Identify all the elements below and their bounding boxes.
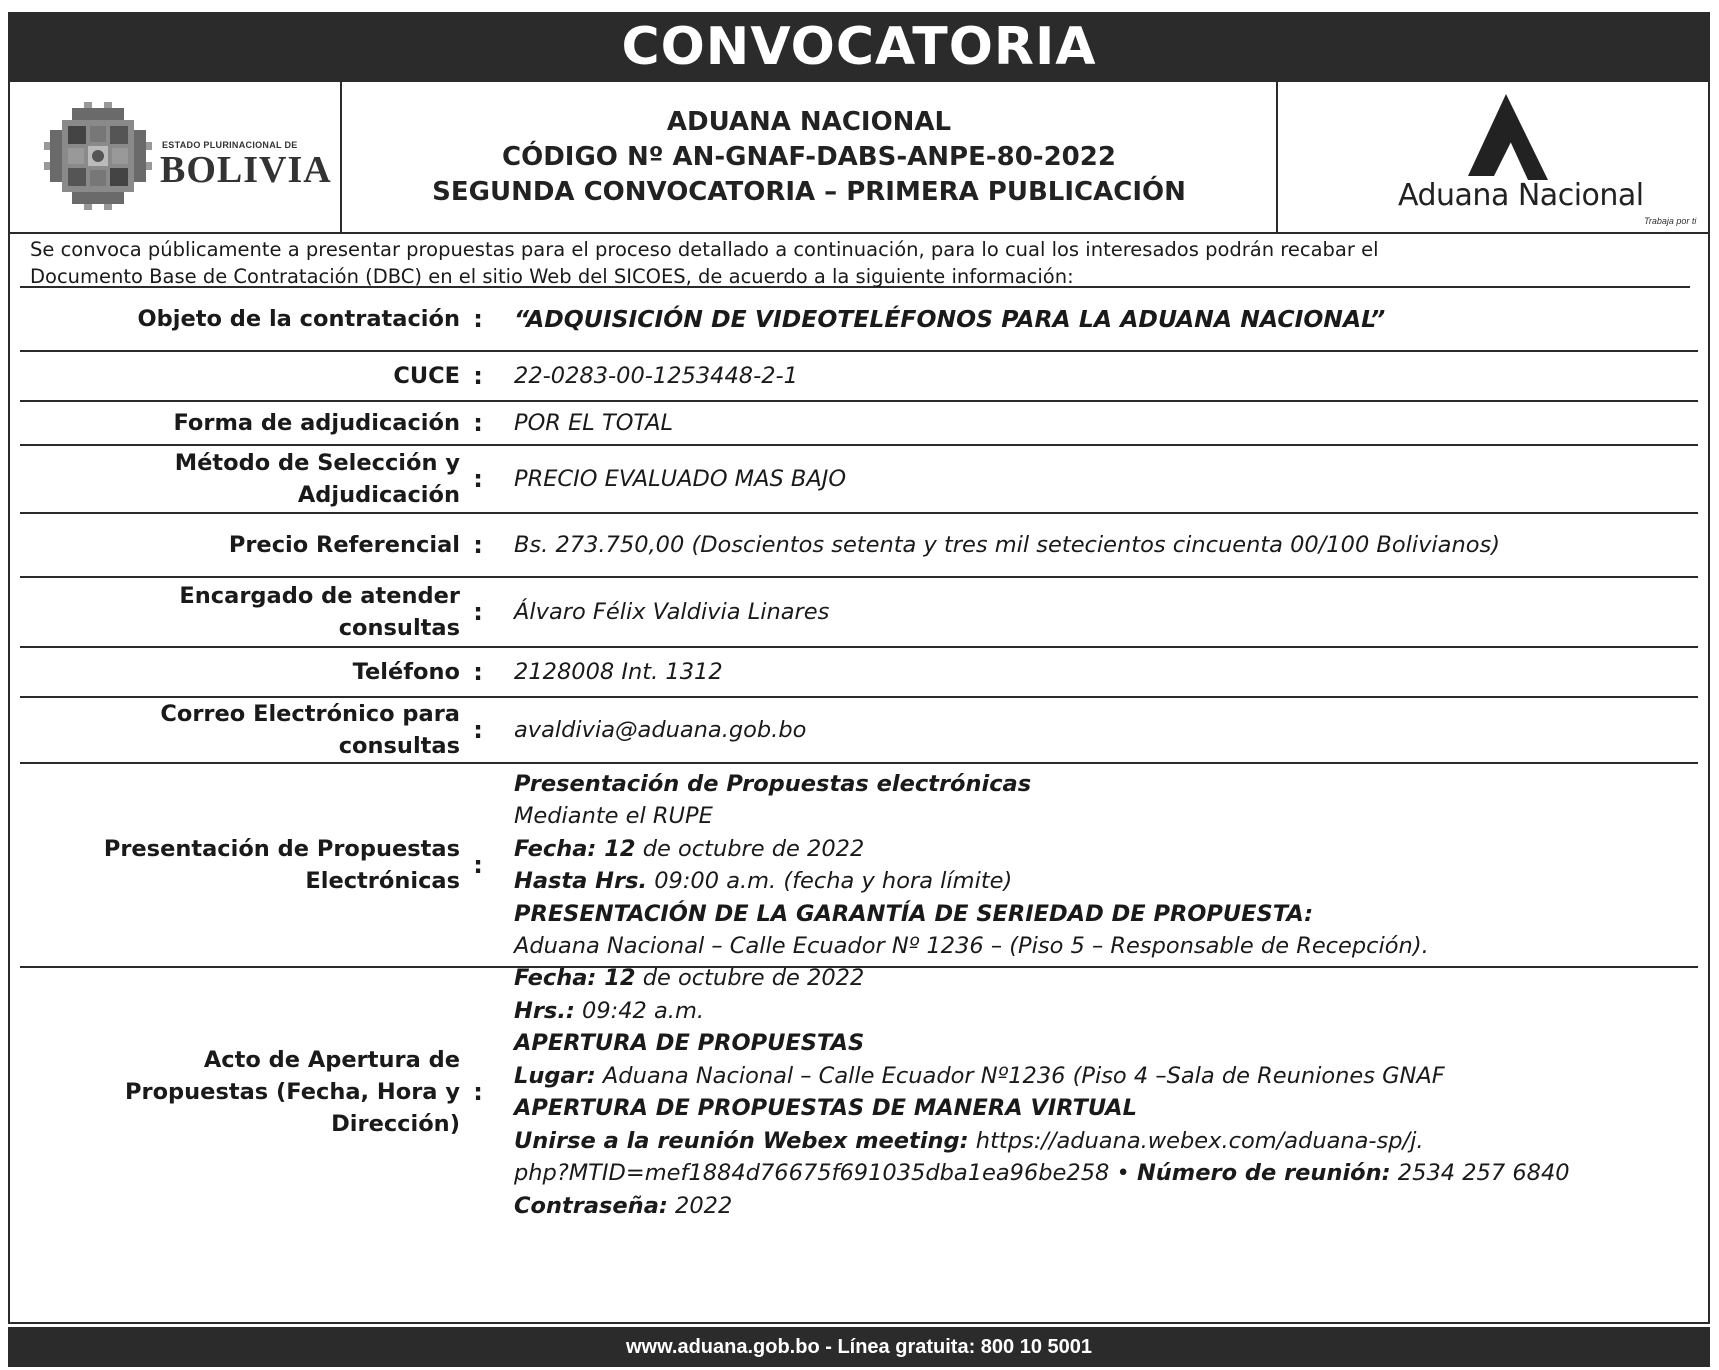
email-link[interactable]: avaldivia@aduana.gob.bo — [514, 716, 807, 743]
row-apertura: Acto de Apertura de Propuestas (Fecha, Hora y Dirección) : Fecha: 12 de octubre de 2022 Hrs.: 09:42 a.m. APERTURA DE PROPUESTAS Lugar: Aduana Nacional – Calle Ecuador Nº1236 (Piso 4 –Sala de Reuniones GNAF APERTURA DE PROPUESTAS DE MANERA VIRTUAL Unirse a la reunión Webex meeting: https://aduana.webex.com/aduana-sp/j. php?MTID=mef1884d76675f691035dba1ea96be258 • Número de reunión: 2534 257 6840 Contraseña: 2022 — [20, 968, 1698, 1216]
row-label: Presentación de Propuestas Electrónicas — [103, 836, 460, 894]
row-label: Precio Referencial — [228, 532, 460, 558]
intro-text — [20, 232, 1690, 288]
bolivia-logo-small-text: ESTADO PLURINACIONAL DE — [162, 140, 298, 150]
bolivia-emblem-icon — [44, 102, 152, 210]
webex-link[interactable]: https://aduana.webex.com/aduana-sp/j. — [968, 1127, 1424, 1154]
row-value: Presentación de Propuestas electrónicas Mediante el RUPE Fecha: 12 de octubre de 2022 Hasta Hrs. 09:00 a.m. (fecha y hora límite) PRESENTACIÓN DE LA GARANTÍA DE SERIEDAD DE PROPUESTA: Aduana Nacional – Calle Ecuador Nº 1236 – (Piso 5 – Responsable de Recepción). — [514, 770, 1429, 959]
row-value: PRECIO EVALUADO MAS BAJO — [514, 465, 847, 492]
row-value: Bs. 273.750,00 (Doscientos setenta y tres mil setecientos cincuenta 00/100 Bolivianos) — [514, 531, 1500, 558]
row-label: Forma de adjudicación — [173, 410, 460, 436]
footer-bar — [8, 1327, 1710, 1367]
row-cuce: CUCE : 22-0283-00-1253448-2-1 — [20, 352, 1698, 402]
header-line-1: ADUANA NACIONAL — [666, 106, 952, 137]
bolivia-logo — [10, 82, 342, 232]
header — [10, 82, 1708, 234]
row-label: Correo Electrónico para consultas — [160, 701, 460, 759]
aduana-mountain-icon — [1456, 92, 1556, 182]
row-objeto: Objeto de la contratación : “ADQUISICIÓN DE VIDEOTELÉFONOS PARA LA ADUANA NACIONAL” — [20, 288, 1698, 352]
row-forma: Forma de adjudicación : POR EL TOTAL — [20, 402, 1698, 446]
row-metodo: Método de Selección y Adjudicación : PRECIO EVALUADO MAS BAJO — [20, 446, 1698, 514]
aduana-logo-name: Aduana Nacional — [1398, 178, 1644, 213]
intro-line-2: Documento Base de Contratación (DBC) en el sitio Web del SICOES, de acuerdo a la siguiente información: — [30, 265, 1074, 288]
header-line-2: CÓDIGO Nº AN-GNAF-DABS-ANPE-80-2022 — [502, 141, 1116, 172]
row-encargado: Encargado de atender consultas : Álvaro Félix Valdivia Linares — [20, 578, 1698, 648]
header-line-3: SEGUNDA CONVOCATORIA – PRIMERA PUBLICACIÓN — [432, 176, 1186, 207]
row-value: POR EL TOTAL — [514, 409, 674, 436]
row-correo: Correo Electrónico para consultas : avaldivia@aduana.gob.bo — [20, 698, 1698, 764]
row-precio: Precio Referencial : Bs. 273.750,00 (Doscientos setenta y tres mil setecientos cincuenta 00/100 Bolivianos) — [20, 514, 1698, 578]
notice-page — [8, 12, 1710, 1367]
aduana-logo — [1278, 82, 1708, 232]
row-label: Acto de Apertura de Propuestas (Fecha, Hora y Dirección) — [125, 1047, 460, 1137]
intro-line-1: Se convoca públicamente a presentar propuestas para el proceso detallado a continuación, para lo cual los interesados podrán recabar el — [30, 238, 1379, 261]
row-presentacion: Presentación de Propuestas Electrónicas : Presentación de Propuestas electrónicas Mediante el RUPE Fecha: 12 de octubre de 2022 Hasta Hrs. 09:00 a.m. (fecha y hora límite) PRESENTACIÓN DE LA GARANTÍA DE SERIEDAD DE PROPUESTA: Aduana Nacional – Calle Ecuador Nº 1236 – (Piso 5 – Responsable de Recepción). — [20, 764, 1698, 968]
row-value: 22-0283-00-1253448-2-1 — [514, 362, 798, 389]
title-bar — [8, 12, 1710, 82]
page-title: CONVOCATORIA — [621, 17, 1097, 77]
row-value: Fecha: 12 de octubre de 2022 Hrs.: 09:42 a.m. APERTURA DE PROPUESTAS Lugar: Aduana Nacional – Calle Ecuador Nº1236 (Piso 4 –Sala de Reuniones GNAF APERTURA DE PROPUESTAS DE MANERA VIRTUAL Unirse a la reunión Webex meeting: https://aduana.webex.com/aduana-sp/j. php?MTID=mef1884d76675f691035dba1ea96be258 • Número de reunión: 2534 257 6840 Contraseña: 2022 — [514, 965, 1570, 1219]
row-value: 2128008 Int. 1312 — [514, 658, 723, 685]
row-value: Álvaro Félix Valdivia Linares — [514, 598, 830, 625]
aduana-logo-slogan: Trabaja por ti — [1644, 216, 1697, 226]
footer-text[interactable]: www.aduana.gob.bo - Línea gratuita: 800 10 5001 — [625, 1335, 1093, 1358]
row-value: “ADQUISICIÓN DE VIDEOTELÉFONOS PARA LA ADUANA NACIONAL” — [514, 304, 1386, 333]
row-telefono: Teléfono : 2128008 Int. 1312 — [20, 648, 1698, 698]
row-label: Objeto de la contratación — [137, 306, 460, 332]
row-label: CUCE — [393, 363, 460, 389]
row-label: Encargado de atender consultas — [179, 583, 460, 641]
webex-link-cont[interactable]: php?MTID=mef1884d76675f691035dba1ea96be258 • — [514, 1160, 1137, 1186]
notice-frame — [8, 82, 1710, 1324]
header-center — [342, 82, 1278, 232]
bolivia-logo-text: BOLIVIA — [160, 149, 332, 191]
row-label: Teléfono — [352, 659, 460, 685]
row-label: Método de Selección y Adjudicación — [174, 450, 460, 508]
